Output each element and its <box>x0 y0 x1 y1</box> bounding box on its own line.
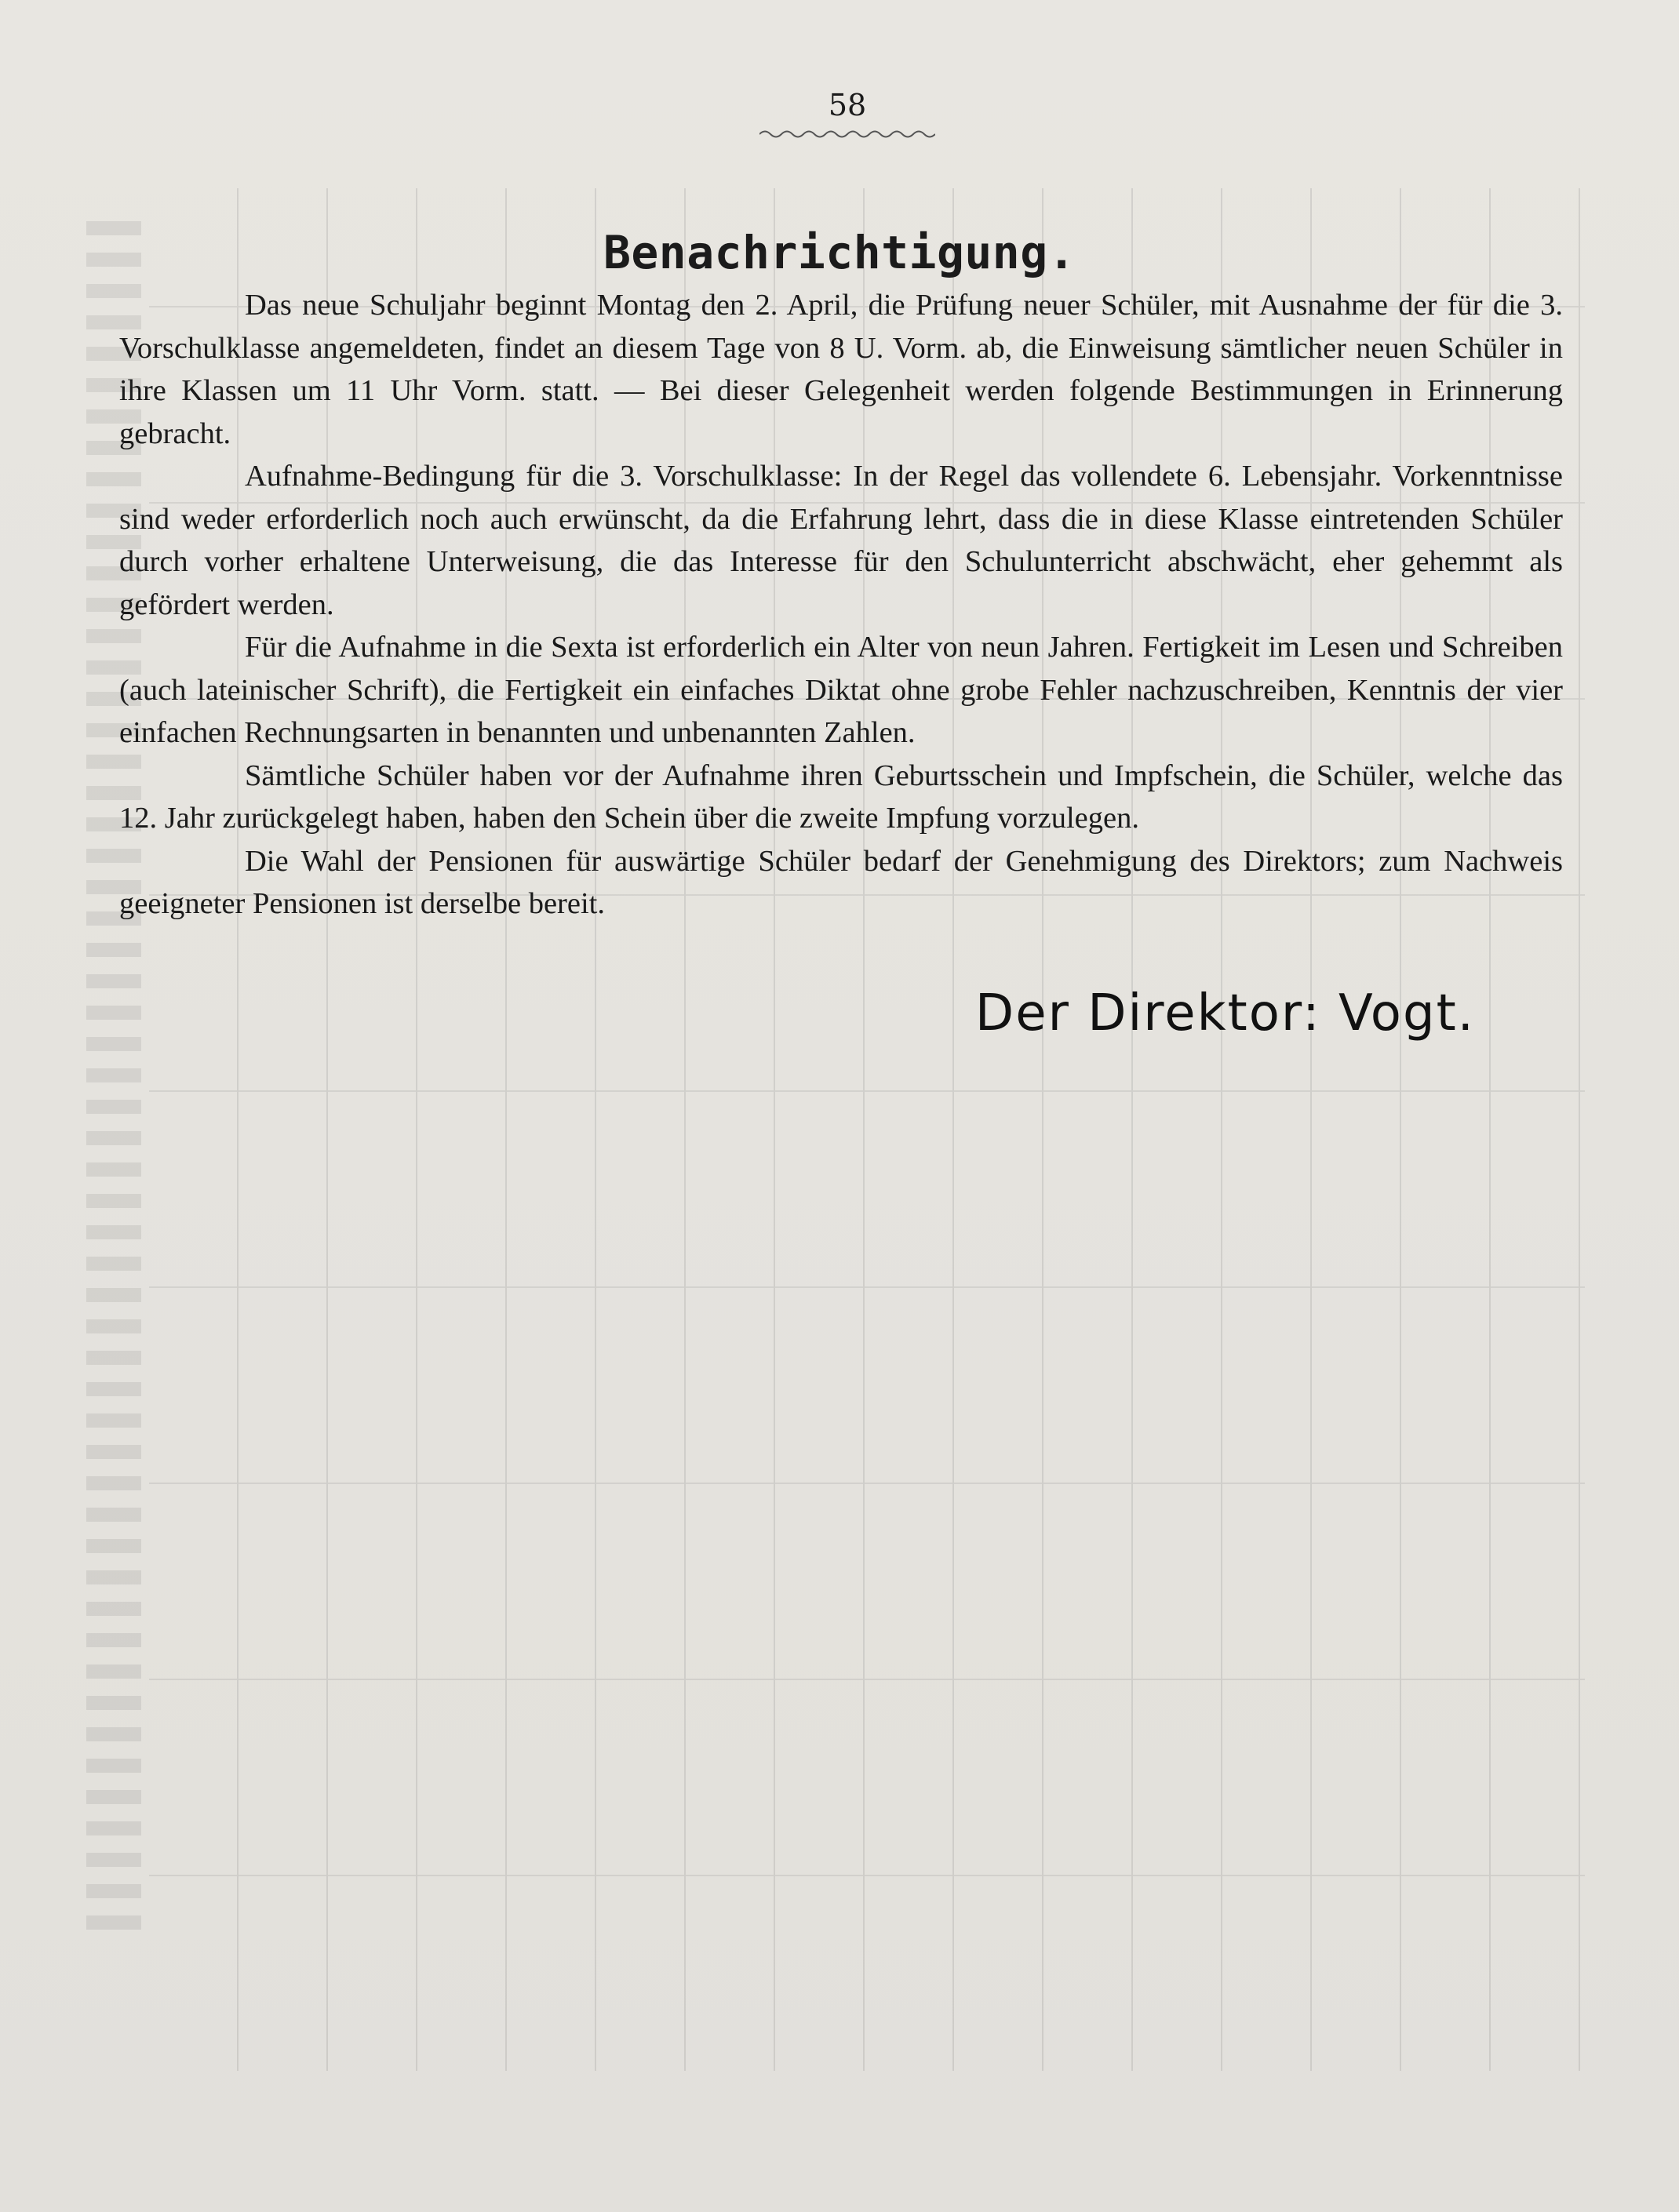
page-number: 58 <box>828 88 867 122</box>
decorative-wavy-rule <box>759 127 935 141</box>
paragraph-preschool-admission: Aufnahme-Bedingung für die 3. Vorschulklasse: In der Regel das vollendete 6. Lebensjahr. Vorkenntnisse sind weder erforderlich noch auch erwünscht, da die Erfahrung lehrt, dass die in diese Klasse eintretenden Schüler durch vorher erhaltene Unterweisung, die das Interesse für den Schulunterricht abschwächt, eher gehemmt als gefördert werden. <box>119 460 1563 621</box>
paragraph-school-year: Das neue Schuljahr beginnt Montag den 2. April, die Prüfung neuer Schüler, mit Ausnahme der für die 3. Vorschulklasse angemeldeten, findet an diesem Tage von 8 U. Vorm. ab, die Einweisung sämtlicher neuen Schüler in ihre Klassen um 11 Uhr Vorm. statt. — Bei dieser Gelegenheit werden folgende Bestimmungen in Erinnerung gebracht. <box>119 289 1563 450</box>
director-signature: Der Direktor: Vogt. <box>974 984 1475 1042</box>
paragraph-sexta-admission: Für die Aufnahme in die Sexta ist erforderlich ein Alter von neun Jahren. Fertigkeit im Lesen und Schreiben (auch lateinischer Schrift), die Fertigkeit ein einfaches Diktat ohne grobe Fehler nachzuschreiben, Kenntnis der vier einfachen Rechnungsarten in benannten und unbenannten Zahlen. <box>119 631 1563 749</box>
notice-body <box>119 284 1563 926</box>
paragraph-pensions: Die Wahl der Pensionen für auswärtige Schüler bedarf der Genehmigung des Direktors; zum Nachweis geeigneter Pensionen ist derselbe bereit. <box>119 844 1563 920</box>
paragraph-certificates: Sämtliche Schüler haben vor der Aufnahme ihren Geburtsschein und Impfschein, die Schüler, welche das 12. Jahr zurückgelegt haben, haben den Schein über die zweite Impfung vorzulegen. <box>119 759 1563 835</box>
page-title: Benachrichtigung. <box>603 226 1076 279</box>
